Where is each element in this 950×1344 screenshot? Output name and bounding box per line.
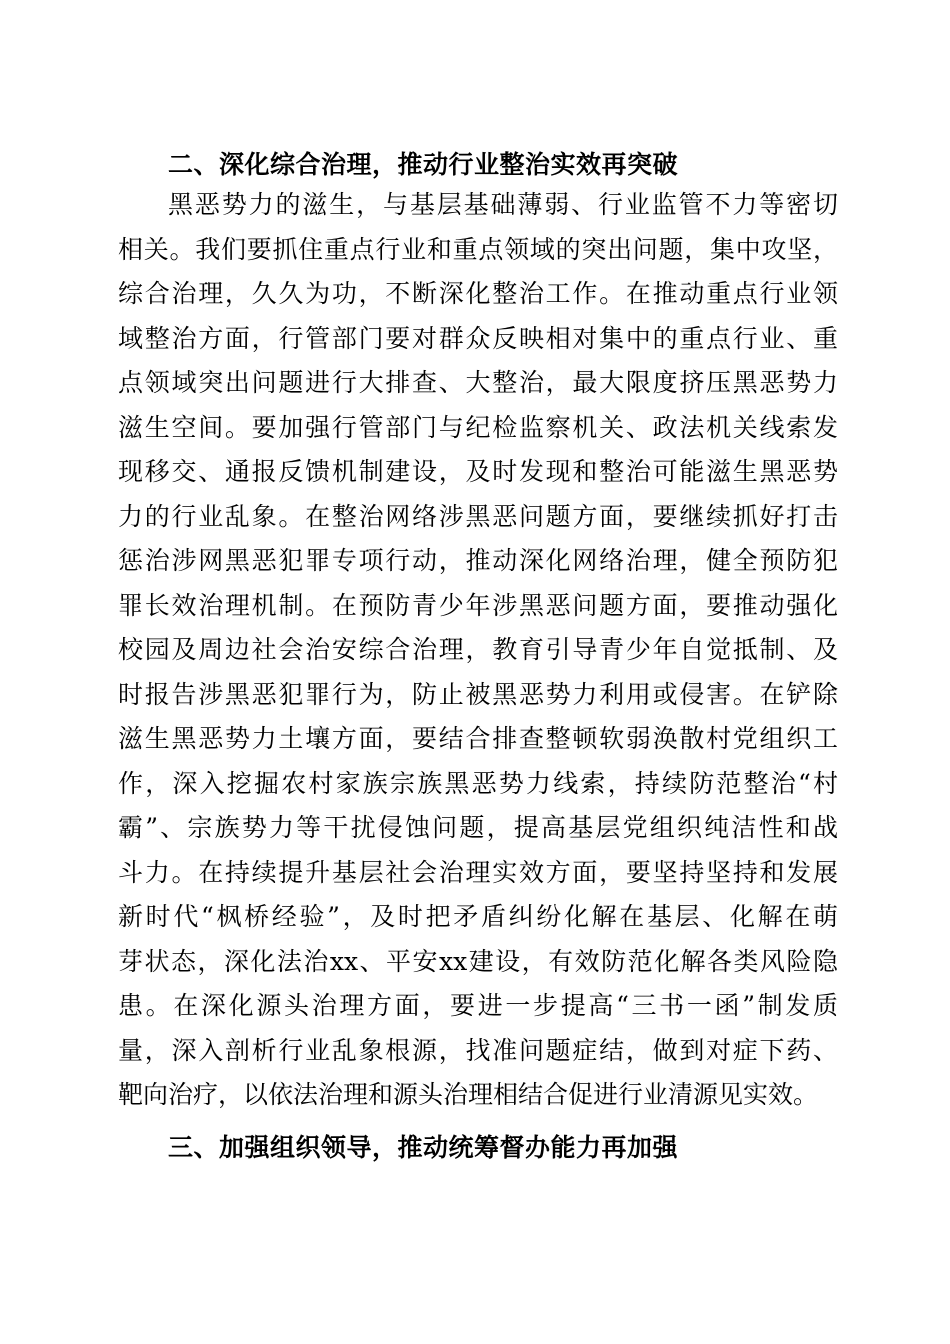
paragraph-line: 新时代“枫桥经验”，及时把矛盾纠纷化解在基层、化解在萌 — [118, 902, 838, 931]
paragraph-line: 现移交、通报反馈机制建设，及时发现和整治可能滋生黑恶势 — [118, 457, 838, 486]
paragraph-line: 斗力。在持续提升基层社会治理实效方面，要坚持坚持和发展 — [118, 857, 838, 887]
paragraph-line: 黑恶势力的滋生，与基层基础薄弱、行业监管不力等密切 — [168, 190, 838, 219]
paragraph-line: 相关。我们要抓住重点行业和重点领域的突出问题，集中攻坚， — [118, 234, 838, 264]
paragraph-line: 力的行业乱象。在整治网络涉黑恶问题方面，要继续抓好打击 — [118, 501, 838, 531]
paragraph-line: 点领域突出问题进行大排查、大整治，最大限度挤压黑恶势力 — [118, 368, 838, 397]
paragraph-line: 患。在深化源头治理方面，要进一步提高“三书一函”制发质 — [118, 991, 838, 1020]
paragraph-line: 量，深入剖析行业乱象根源，找准问题症结，做到对症下药、 — [118, 1035, 838, 1065]
paragraph-line: 霸”、宗族势力等干扰侵蚀问题，提高基层党组织纯洁性和战 — [118, 813, 838, 842]
paragraph-line: 罪长效治理机制。在预防青少年涉黑恶问题方面，要推动强化 — [118, 590, 838, 620]
paragraph-line: 芽状态，深化法治xx、平安xx建设，有效防范化解各类风险隐 — [118, 946, 838, 976]
paragraph-line: 时报告涉黑恶犯罪行为，防止被黑恶势力利用或侵害。在铲除 — [118, 679, 838, 709]
paragraph-line: 校园及周边社会治安综合治理，教育引导青少年自觉抵制、及 — [118, 635, 838, 664]
paragraph-line: 域整治方面，行管部门要对群众反映相对集中的重点行业、重 — [118, 323, 838, 353]
section-two-heading: 二、深化综合治理，推动行业整治实效再突破 — [168, 150, 679, 179]
paragraph-line: 作，深入挖掘农村家族宗族黑恶势力线索，持续防范整治“村 — [118, 768, 838, 798]
paragraph-line: 惩治涉网黑恶犯罪专项行动，推动深化网络治理，健全预防犯 — [118, 546, 838, 575]
paragraph-line: 靶向治疗，以依法治理和源头治理相结合促进行业清源见实效。 — [118, 1080, 819, 1109]
paragraph-line: 综合治理，久久为功，不断深化整治工作。在推动重点行业领 — [118, 279, 838, 308]
paragraph-line: 滋生黑恶势力土壤方面，要结合排查整顿软弱涣散村党组织工 — [118, 724, 838, 753]
section-three-heading: 三、加强组织领导，推动统筹督办能力再加强 — [168, 1133, 679, 1162]
paragraph-line: 滋生空间。要加强行管部门与纪检监察机关、政法机关线索发 — [118, 412, 838, 442]
section-two-paragraph — [118, 183, 838, 1118]
